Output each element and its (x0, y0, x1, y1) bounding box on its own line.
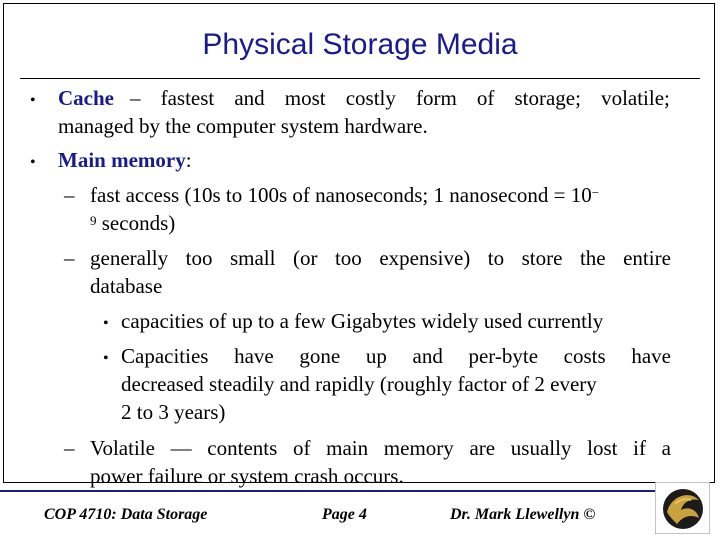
cap-decrease-line-2: decreased steadily and rapidly (roughly factor of 2 every (121, 372, 597, 396)
word: if (633, 436, 646, 460)
cap-decrease-line-3: 2 to 3 years) (121, 400, 226, 424)
word: memory (383, 436, 454, 460)
word: most (284, 86, 326, 110)
fast-access-text: fast access (10s to 100s of nanoseconds; 1 nanosecond = 10 (90, 183, 592, 207)
word: a (661, 436, 671, 460)
cache-line-1 (130, 84, 670, 112)
word: (or (292, 246, 318, 270)
small-line-1 (90, 244, 671, 272)
word: gone (299, 344, 341, 368)
capacities-line: capacities of up to a few Gigabytes widely used currently (121, 309, 604, 333)
word: have (631, 344, 671, 368)
main-memory-line (58, 146, 192, 174)
word: – (130, 86, 141, 110)
word: costly (345, 86, 396, 110)
word: up (365, 344, 387, 368)
footer-course: COP 4710: Data Storage (44, 506, 208, 523)
main-memory-term: Main memory (58, 148, 186, 172)
footer-divider (0, 490, 655, 492)
volatile-line-1 (90, 434, 671, 462)
cache-term: Cache (58, 86, 114, 110)
footer-author: Dr. Mark Llewellyn © (450, 506, 596, 523)
fast-access-seconds: seconds) (101, 211, 176, 235)
word: store (521, 246, 563, 270)
fast-access-line-1 (90, 181, 599, 209)
word: of (292, 436, 311, 460)
main-memory-colon: : (185, 148, 192, 172)
dash-marker: – (64, 183, 75, 207)
fast-access-minus: − (591, 185, 600, 200)
dash-marker: – (64, 436, 75, 460)
word: main (326, 436, 369, 460)
bullet-marker: • (30, 154, 36, 171)
word: costs (563, 344, 606, 368)
word: lost (587, 436, 618, 460)
word: fastest (160, 86, 215, 110)
word: per-byte (468, 344, 539, 368)
word: small (229, 246, 276, 270)
word: expensive) (379, 246, 471, 270)
word: Capacities (121, 344, 209, 368)
fast-access-exponent: 9 (90, 213, 97, 228)
word: entire (623, 246, 671, 270)
bullet-marker: • (103, 350, 109, 367)
word: volatile; (601, 86, 670, 110)
word: usually (510, 436, 572, 460)
volatile-line-2: power failure or system crash occurs. (90, 464, 404, 488)
word: of (476, 86, 495, 110)
ucf-pegasus-logo-icon (655, 482, 710, 534)
word: contents (207, 436, 278, 460)
word: are (469, 436, 496, 460)
dash-marker: – (64, 246, 75, 270)
slide-title: Physical Storage Media (202, 28, 518, 61)
footer-page: Page 4 (322, 506, 367, 523)
word: storage; (514, 86, 581, 110)
word: too (185, 246, 213, 270)
title-divider (20, 78, 700, 79)
bullet-marker: • (103, 315, 109, 332)
word: generally (90, 246, 169, 270)
word: have (234, 344, 274, 368)
small-line-2: database (90, 274, 163, 298)
slide-frame (3, 3, 715, 483)
cache-term-line (58, 84, 114, 112)
word: and (412, 344, 443, 368)
word: to (487, 246, 505, 270)
fast-access-line-2 (90, 209, 175, 237)
bullet-marker: • (30, 92, 36, 109)
cache-line-2: managed by the computer system hardware. (58, 114, 428, 138)
word: form (415, 86, 457, 110)
word: Volatile (90, 436, 155, 460)
word: and (234, 86, 265, 110)
word: too (334, 246, 362, 270)
word: — (170, 436, 192, 460)
cap-decrease-line-1 (121, 342, 671, 370)
word: the (579, 246, 606, 270)
